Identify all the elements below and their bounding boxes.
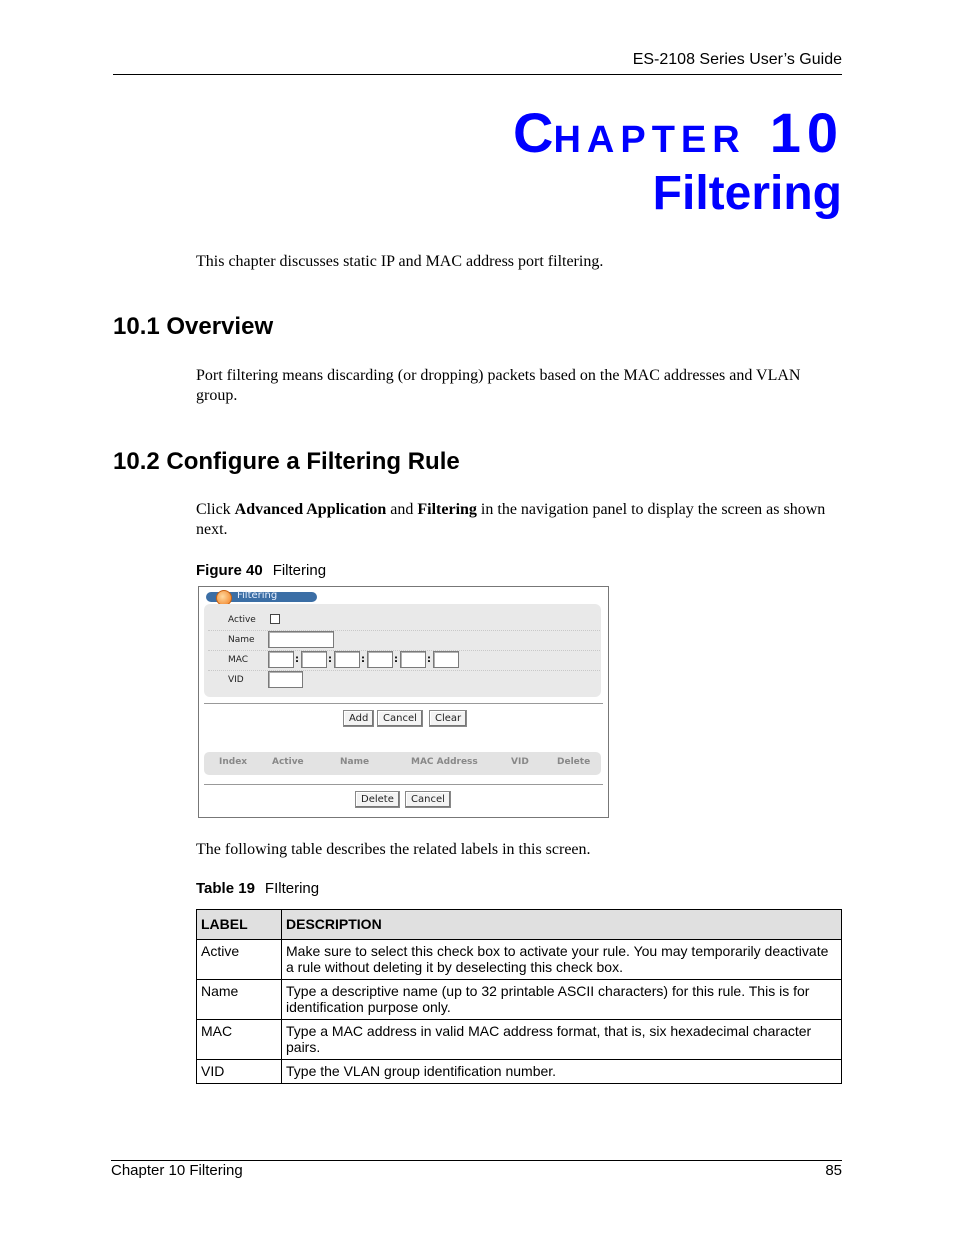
mac-octet-6-input[interactable] [433,651,459,668]
vid-input[interactable] [268,671,303,688]
filtering-screen-figure [198,586,609,818]
form-row-active [208,611,600,631]
vid-label: VID [228,675,244,685]
mac-octet-5-input[interactable] [400,651,426,668]
form-row-name [208,631,600,651]
name-input[interactable] [268,631,334,648]
section-heading-overview: 10.1 Overview [113,313,274,340]
header-rule [113,74,842,75]
figure-caption: Figure 40 Filtering [196,562,327,579]
table-row [197,1020,842,1060]
form-row-vid [208,671,600,690]
clear-button[interactable]: Clear [429,710,467,727]
mac-colon: : [427,654,431,665]
footer-rule [111,1160,842,1161]
footer-chapter: Chapter 10 Filtering [111,1162,243,1179]
running-header: ES-2108 Series User’s Guide [632,51,842,68]
bold-filtering: Filtering [417,501,477,518]
rules-table-header [204,752,601,775]
row-label: VID [197,1060,282,1084]
mac-colon: : [361,654,365,665]
name-label: Name [228,635,255,645]
filtering-labels-table [196,909,842,1084]
active-label: Active [228,615,256,625]
row-description: Type a descriptive name (up to 32 printable ASCII characters) for this rule. This is for identification purpose only. [282,980,842,1020]
table-caption: Table 19 FIltering [196,880,320,897]
row-description: Type a MAC address in valid MAC address format, that is, six hexadecimal character pairs. [282,1020,842,1060]
row-description: Make sure to select this check box to activate your rule. You may temporarily deactivate a rule without deleting it by deselecting this check box. [282,940,842,980]
chapter-title: Filtering [652,167,842,220]
figure-separator [204,784,603,785]
col-active: Active [272,757,304,767]
add-button[interactable]: Add [343,710,374,727]
page-number: 85 [825,1162,842,1179]
col-name: Name [340,757,370,767]
section-heading-configure: 10.2 Configure a Filtering Rule [113,448,460,475]
col-mac-address: MAC Address [411,757,478,767]
table-row [197,1060,842,1084]
figure-separator [204,703,603,704]
col-index: Index [219,757,248,767]
table-intro-paragraph: The following table describes the related labels in this screen. [196,841,591,858]
bold-advanced-application: Advanced Application [234,501,387,518]
active-checkbox[interactable] [270,614,280,624]
header-label: LABEL [197,910,282,940]
chapter-label [513,100,844,165]
mac-colon: : [394,654,398,665]
row-label: MAC [197,1020,282,1060]
mac-label: MAC [228,655,249,665]
mac-octet-4-input[interactable] [367,651,393,668]
screen-title-label: Filtering [237,590,278,601]
row-description: Type the VLAN group identification number. [282,1060,842,1084]
table-header-row [197,910,842,940]
cancel-button-2[interactable]: Cancel [405,791,451,808]
chapter-word: HAPTER [553,119,746,161]
mac-colon: : [328,654,332,665]
intro-paragraph: This chapter discusses static IP and MAC address port filtering. [196,253,604,270]
chapter-number: 10 [769,101,844,164]
header-description: DESCRIPTION [282,910,842,940]
row-label: Active [197,940,282,980]
col-vid: VID [511,757,529,767]
configure-paragraph: Click Advanced Application and Filtering in the navigation panel to display the screen as shown next. [196,501,826,538]
table-row [197,940,842,980]
mac-octet-2-input[interactable] [301,651,327,668]
filter-form-panel [204,604,601,697]
cancel-button[interactable]: Cancel [377,710,423,727]
form-row-mac [208,651,600,671]
delete-button[interactable]: Delete [355,791,400,808]
chapter-initial: C [513,101,554,164]
mac-colon: : [295,654,299,665]
mac-octet-3-input[interactable] [334,651,360,668]
table-row [197,980,842,1020]
col-delete: Delete [557,757,591,767]
overview-paragraph: Port filtering means discarding (or dropping) packets based on the MAC addresses and VLAN group. [196,367,801,404]
row-label: Name [197,980,282,1020]
mac-octet-1-input[interactable] [268,651,294,668]
